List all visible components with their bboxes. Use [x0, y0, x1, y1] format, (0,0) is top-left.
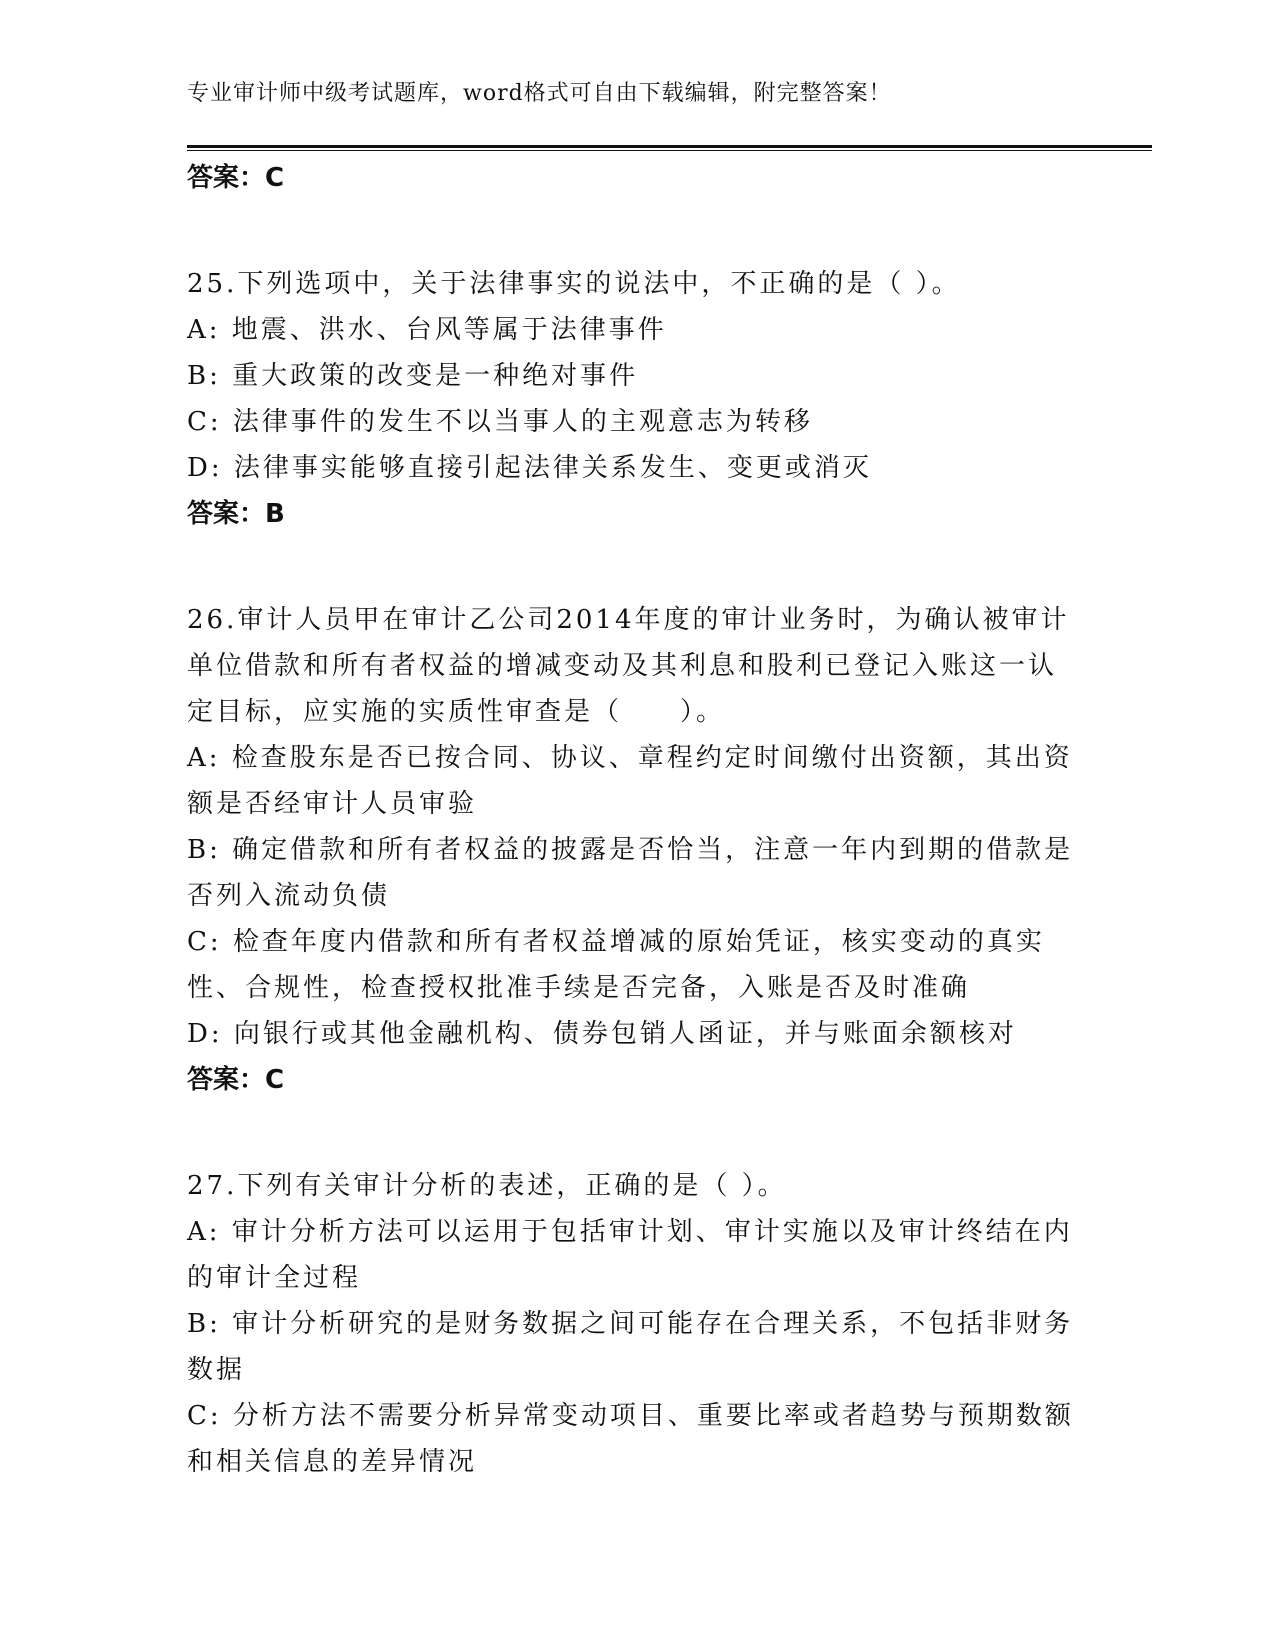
spacer — [187, 201, 1077, 261]
option-b: B: 审计分析研究的是财务数据之间可能存在合理关系，不包括非财务数据 — [187, 1309, 1074, 1385]
answer-label: 答案：B — [187, 499, 285, 529]
question-text: 27.下列有关审计分析的表述，正确的是（ ）。 — [187, 1171, 787, 1201]
question-text: 25.下列选项中，关于法律事实的说法中，不正确的是（ ）。 — [187, 269, 961, 299]
question-block — [187, 1163, 1077, 1485]
document-body — [187, 155, 1077, 1485]
question-block — [187, 597, 1077, 1103]
page-header: 专业审计师中级考试题库，word格式可自由下载编辑，附完整答案！ — [187, 81, 892, 106]
option-c: C: 检查年度内借款和所有者权益增减的原始凭证，核实变动的真实性、合规性，检查授权批准手续是否完备，入账是否及时准确 — [187, 927, 1045, 1003]
header-rule-thick — [187, 145, 1152, 148]
option-c: C: 分析方法不需要分析异常变动项目、重要比率或者趋势与预期数额和相关信息的差异情况 — [187, 1401, 1074, 1477]
option-c: C: 法律事件的发生不以当事人的主观意志为转移 — [187, 407, 813, 437]
option-b: B: 重大政策的改变是一种绝对事件 — [187, 361, 639, 391]
option-a: A: 地震、洪水、台风等属于法律事件 — [187, 315, 667, 345]
option-d: D: 法律事实能够直接引起法律关系发生、变更或消灭 — [187, 453, 872, 483]
option-a: A: 审计分析方法可以运用于包括审计划、审计实施以及审计终结在内的审计全过程 — [187, 1217, 1073, 1293]
spacer — [187, 1103, 1077, 1163]
question-text: 26.审计人员甲在审计乙公司2014年度的审计业务时，为确认被审计单位借款和所有者权益的增减变动及其利息和股利已登记入账这一认定目标，应实施的实质性审查是（ ）。 — [187, 605, 1070, 727]
option-b: B: 确定借款和所有者权益的披露是否恰当，注意一年内到期的借款是否列入流动负债 — [187, 835, 1074, 911]
spacer — [187, 537, 1077, 597]
answer-label: 答案：C — [187, 163, 285, 193]
header-rule-thin — [187, 150, 1152, 151]
option-d: D: 向银行或其他金融机构、债券包销人函证，并与账面余额核对 — [187, 1019, 1017, 1049]
option-a: A: 检查股东是否已按合同、协议、章程约定时间缴付出资额，其出资额是否经审计人员审验 — [187, 743, 1073, 819]
question-block — [187, 261, 1077, 537]
answer-label: 答案：C — [187, 1065, 285, 1095]
